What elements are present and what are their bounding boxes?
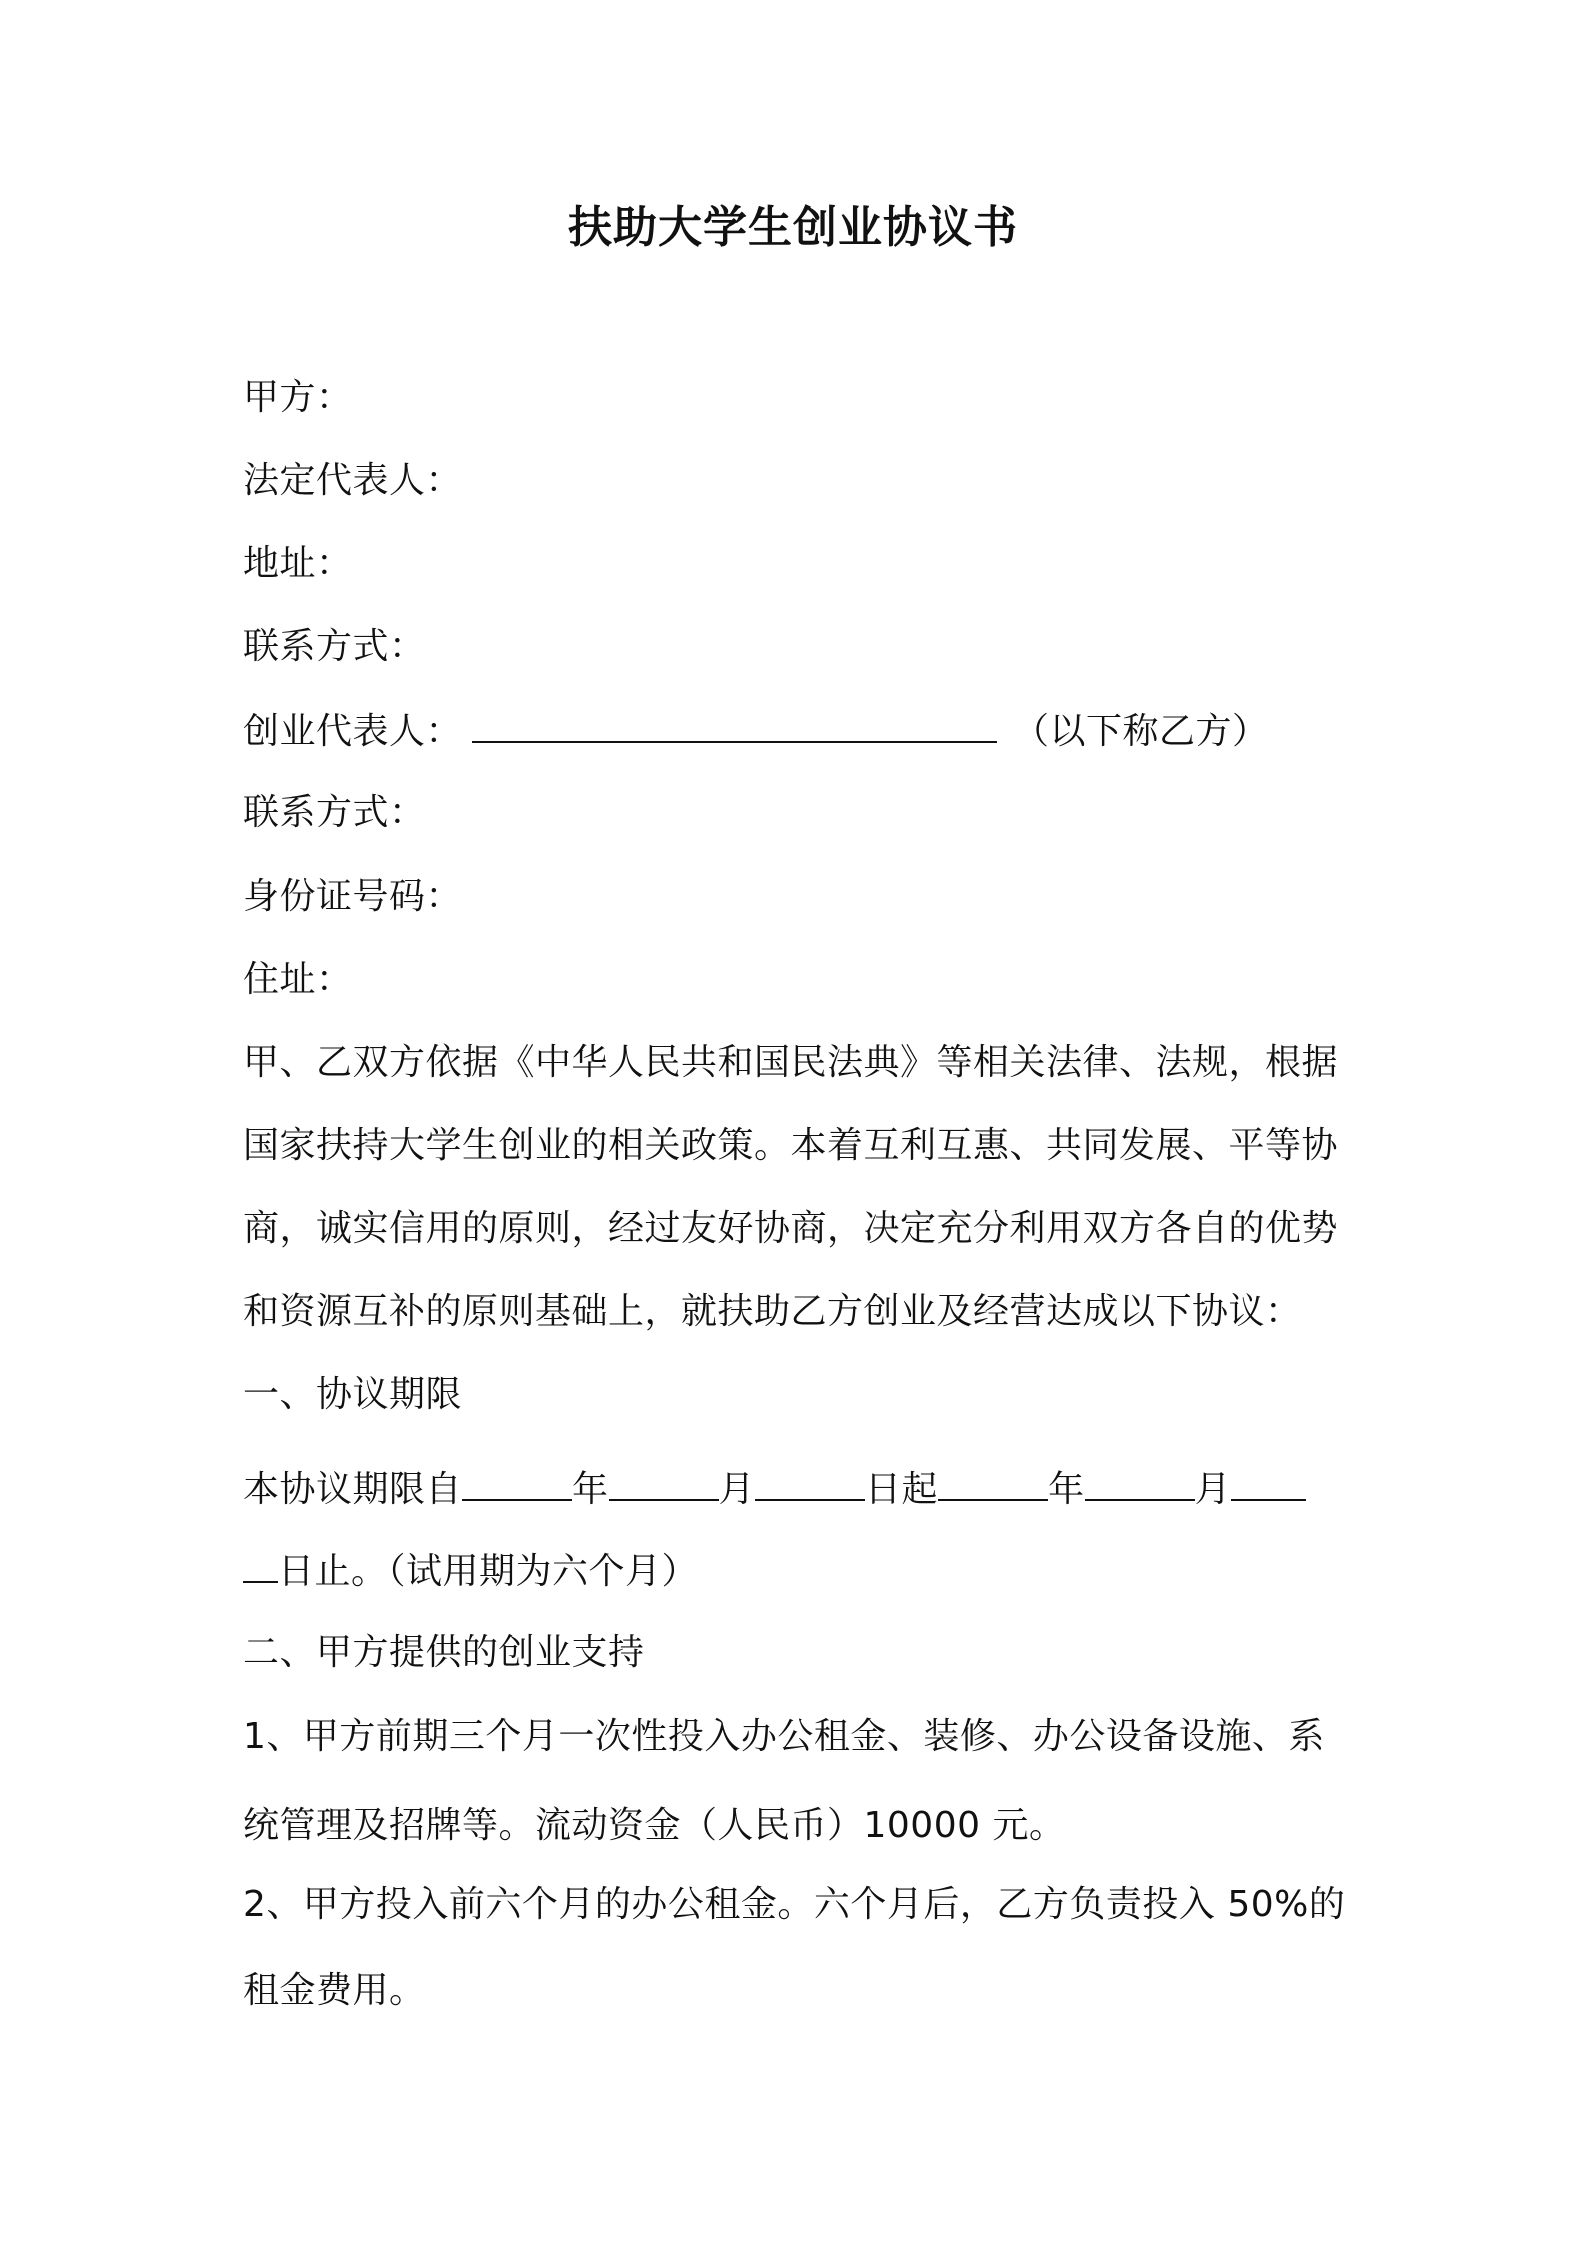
year-unit: 年: [572, 1469, 609, 1510]
document-title: 扶助大学生创业协议书: [568, 202, 1018, 253]
term-line: [243, 1463, 1306, 1515]
party-a-label: 甲方：: [243, 377, 353, 418]
address-label: 地址：: [243, 543, 353, 584]
term-end-line: [243, 1545, 698, 1597]
start-month-blank[interactable]: [609, 1463, 719, 1501]
day-to-text: 日止。（试用期为六个月）: [278, 1551, 699, 1592]
id-number-label: 身份证号码：: [243, 876, 463, 917]
end-month-blank[interactable]: [1085, 1463, 1195, 1501]
party-b-contact-label: 联系方式：: [243, 792, 426, 833]
preamble-line: 甲、乙双方依据《中华人民共和国民法典》等相关法律、法规，根据: [243, 1042, 1339, 1083]
end-day-blank-continued[interactable]: [243, 1545, 278, 1583]
section-1-heading: 一、协议期限: [243, 1374, 463, 1415]
month-unit: 月: [718, 1469, 756, 1510]
preamble-line: 和资源互补的原则基础上，就扶助乙方创业及经营达成以下协议：: [243, 1291, 1302, 1332]
end-day-blank[interactable]: [1231, 1463, 1306, 1501]
startup-representative-line: [243, 705, 1269, 757]
startup-representative-label: 创业代表人：: [243, 711, 463, 752]
preamble-line: 国家扶持大学生创业的相关政策。本着互利互惠、共同发展、平等协: [243, 1125, 1339, 1166]
party-a-contact-label: 联系方式：: [243, 626, 426, 667]
party-b-designation: （以下称乙方）: [1013, 711, 1269, 752]
representative-name-blank[interactable]: [472, 705, 997, 743]
month-unit: 月: [1194, 1469, 1232, 1510]
year-unit: 年: [1048, 1469, 1085, 1510]
term-prefix: 本协议期限自: [243, 1469, 463, 1510]
end-year-blank[interactable]: [938, 1463, 1048, 1501]
preamble-line: 商，诚实信用的原则，经过友好协商，决定充分利用双方各自的优势: [243, 1208, 1339, 1249]
support-item-2-continued: 租金费用。: [243, 1970, 426, 2011]
start-year-blank[interactable]: [462, 1463, 572, 1501]
day-from-unit: 日起: [865, 1469, 939, 1510]
start-day-blank[interactable]: [755, 1463, 865, 1501]
support-item-1-continued: 统管理及招牌等。流动资金（人民币）10000 元。: [243, 1805, 1066, 1846]
support-item-2: 2、甲方投入前六个月的办公租金。六个月后，乙方负责投入 50%的: [243, 1884, 1346, 1925]
legal-representative-label: 法定代表人：: [243, 460, 463, 501]
support-item-1: 1、甲方前期三个月一次性投入办公租金、装修、办公设备设施、系: [243, 1716, 1325, 1757]
section-2-heading: 二、甲方提供的创业支持: [243, 1632, 645, 1673]
residence-label: 住址：: [243, 959, 353, 1000]
